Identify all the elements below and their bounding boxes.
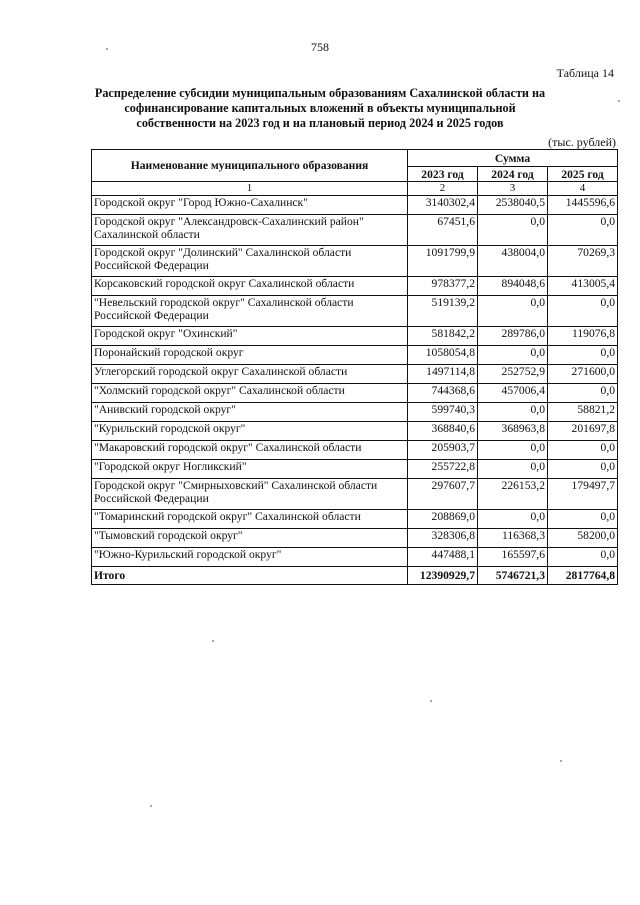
municipality-name: Городской округ "Александровск-Сахалинский район" Сахалинской области xyxy=(92,215,408,246)
subsidy-table xyxy=(91,149,618,585)
value-2023: 328306,8 xyxy=(408,529,478,548)
value-2023: 205903,7 xyxy=(408,441,478,460)
table-row xyxy=(92,215,618,246)
column-number-4: 4 xyxy=(548,182,618,196)
value-2024: 2538040,5 xyxy=(478,196,548,215)
table-row xyxy=(92,196,618,215)
scan-speck xyxy=(106,48,108,50)
value-2025: 271600,0 xyxy=(548,365,618,384)
value-2023: 581842,2 xyxy=(408,327,478,346)
table-row xyxy=(92,460,618,479)
municipality-name: Городской округ "Город Южно-Сахалинск" xyxy=(92,196,408,215)
table-row xyxy=(92,422,618,441)
page-number: 758 xyxy=(311,40,329,54)
value-2024: 226153,2 xyxy=(478,479,548,510)
value-2024: 0,0 xyxy=(478,215,548,246)
total-2025: 2817764,8 xyxy=(548,567,618,585)
municipality-name: "Макаровский городской округ" Сахалинской области xyxy=(92,441,408,460)
municipality-name: "Томаринский городской округ" Сахалинской области xyxy=(92,510,408,529)
table-label: Таблица 14 xyxy=(556,66,614,80)
municipality-name: Углегорский городской округ Сахалинской области xyxy=(92,365,408,384)
value-2023: 255722,8 xyxy=(408,460,478,479)
table-row xyxy=(92,246,618,277)
value-2025: 0,0 xyxy=(548,548,618,567)
table-row xyxy=(92,529,618,548)
value-2024: 894048,6 xyxy=(478,277,548,296)
document-title: Распределение субсидии муниципальным образованиям Сахалинской области на софинансирование капитальных вложений в объекты муниципальной собственности на 2023 год и на плановый период 2024 и 2025 годов xyxy=(94,86,546,130)
value-2023: 519139,2 xyxy=(408,296,478,327)
municipality-name: "Холмский городской округ" Сахалинской области xyxy=(92,384,408,403)
municipality-name: "Анивский городской округ" xyxy=(92,403,408,422)
value-2025: 58821,2 xyxy=(548,403,618,422)
total-2023: 12390929,7 xyxy=(408,567,478,585)
value-2025: 1445596,6 xyxy=(548,196,618,215)
value-2024: 0,0 xyxy=(478,346,548,365)
scan-speck xyxy=(618,100,620,102)
municipality-name: Городской округ "Долинский" Сахалинской области Российской Федерации xyxy=(92,246,408,277)
value-2024: 0,0 xyxy=(478,441,548,460)
header-name: Наименование муниципального образования xyxy=(92,150,408,182)
value-2023: 978377,2 xyxy=(408,277,478,296)
municipality-name: "Городской округ Ногликский" xyxy=(92,460,408,479)
value-2025: 0,0 xyxy=(548,460,618,479)
value-2025: 70269,3 xyxy=(548,246,618,277)
header-2025: 2025 год xyxy=(548,167,618,182)
value-2025: 119076,8 xyxy=(548,327,618,346)
value-2024: 368963,8 xyxy=(478,422,548,441)
value-2023: 1497114,8 xyxy=(408,365,478,384)
value-2025: 179497,7 xyxy=(548,479,618,510)
value-2023: 1091799,9 xyxy=(408,246,478,277)
value-2023: 368840,6 xyxy=(408,422,478,441)
table-row xyxy=(92,479,618,510)
column-number-1: 1 xyxy=(92,182,408,196)
value-2025: 0,0 xyxy=(548,296,618,327)
table-row xyxy=(92,548,618,567)
column-number-2: 2 xyxy=(408,182,478,196)
municipality-name: Городской округ "Смирныховский" Сахалинской области Российской Федерации xyxy=(92,479,408,510)
value-2024: 165597,6 xyxy=(478,548,548,567)
header-sum: Сумма xyxy=(408,150,618,167)
value-2025: 0,0 xyxy=(548,346,618,365)
municipality-name: "Невельский городской округ" Сахалинской области Российской Федерации xyxy=(92,296,408,327)
table-body xyxy=(92,196,618,567)
scan-speck xyxy=(560,760,562,762)
table-row xyxy=(92,441,618,460)
value-2025: 0,0 xyxy=(548,510,618,529)
table-row xyxy=(92,346,618,365)
total-2024: 5746721,3 xyxy=(478,567,548,585)
table-row xyxy=(92,296,618,327)
column-number-3: 3 xyxy=(478,182,548,196)
value-2024: 116368,3 xyxy=(478,529,548,548)
municipality-name: "Тымовский городской округ" xyxy=(92,529,408,548)
table-row xyxy=(92,365,618,384)
header-2023: 2023 год xyxy=(408,167,478,182)
value-2023: 297607,7 xyxy=(408,479,478,510)
table-row xyxy=(92,277,618,296)
scan-speck xyxy=(150,805,152,807)
units-label: (тыс. рублей) xyxy=(548,135,616,149)
value-2024: 0,0 xyxy=(478,460,548,479)
value-2024: 438004,0 xyxy=(478,246,548,277)
value-2024: 252752,9 xyxy=(478,365,548,384)
table-row xyxy=(92,327,618,346)
value-2023: 1058054,8 xyxy=(408,346,478,365)
total-row xyxy=(92,567,618,585)
scan-speck xyxy=(212,640,214,642)
table-row xyxy=(92,403,618,422)
municipality-name: "Курильский городской округ" xyxy=(92,422,408,441)
municipality-name: Корсаковский городской округ Сахалинской области xyxy=(92,277,408,296)
value-2023: 744368,6 xyxy=(408,384,478,403)
value-2023: 67451,6 xyxy=(408,215,478,246)
value-2023: 208869,0 xyxy=(408,510,478,529)
value-2023: 447488,1 xyxy=(408,548,478,567)
value-2024: 0,0 xyxy=(478,403,548,422)
municipality-name: Городской округ "Охинский" xyxy=(92,327,408,346)
municipality-name: Поронайский городской округ xyxy=(92,346,408,365)
table-row xyxy=(92,510,618,529)
value-2023: 3140302,4 xyxy=(408,196,478,215)
scan-speck xyxy=(430,700,432,702)
total-label: Итого xyxy=(92,567,408,585)
header-2024: 2024 год xyxy=(478,167,548,182)
value-2025: 413005,4 xyxy=(548,277,618,296)
value-2024: 289786,0 xyxy=(478,327,548,346)
value-2025: 58200,0 xyxy=(548,529,618,548)
value-2025: 0,0 xyxy=(548,441,618,460)
value-2023: 599740,3 xyxy=(408,403,478,422)
municipality-name: "Южно-Курильский городской округ" xyxy=(92,548,408,567)
value-2025: 201697,8 xyxy=(548,422,618,441)
value-2024: 0,0 xyxy=(478,296,548,327)
value-2024: 0,0 xyxy=(478,510,548,529)
value-2024: 457006,4 xyxy=(478,384,548,403)
table-row xyxy=(92,384,618,403)
value-2025: 0,0 xyxy=(548,384,618,403)
value-2025: 0,0 xyxy=(548,215,618,246)
